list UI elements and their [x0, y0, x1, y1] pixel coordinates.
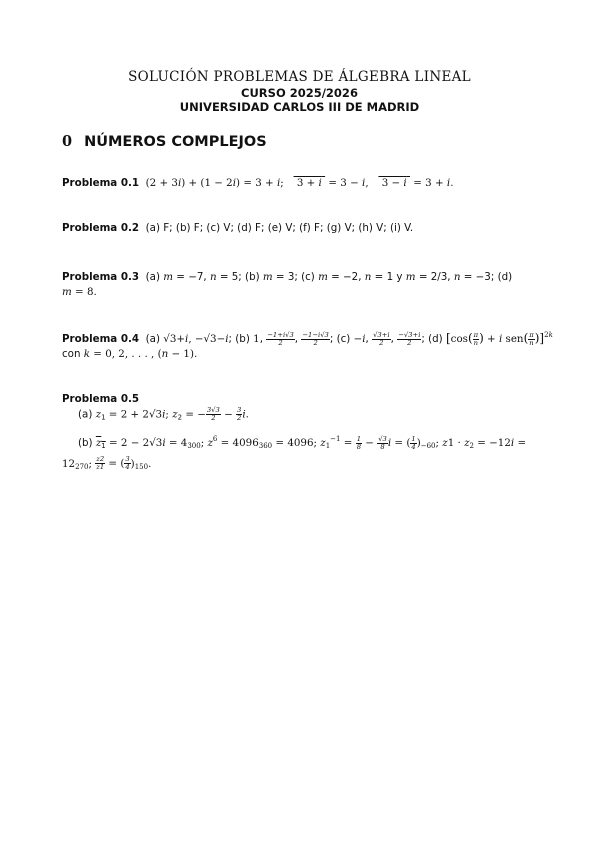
problem-label: Problema 0.1	[62, 177, 140, 189]
problem-0-4-cont: con k = 0, 2, . . . , (n − 1).	[62, 348, 198, 360]
problem-0-3-cont: m = 8.	[62, 286, 97, 298]
problem-label: Problema 0.4	[62, 333, 140, 345]
problem-0-5-b-cont: $12_{270}$; $\frac{z2}{z1}$ = ( $\frac{3}{4}$ )$_{150}$.	[62, 455, 152, 471]
problem-0-3	[62, 271, 512, 283]
section-heading	[62, 133, 267, 150]
section-number: 0	[62, 133, 73, 150]
university-name: UNIVERSIDAD CARLOS III DE MADRID	[179, 100, 420, 114]
problem-0-2	[62, 222, 413, 234]
problem-answer: (a) F; (b) F; (c) V; (d) F; (e) V; (f) F; (g) V; (h) V; (i) V.	[145, 222, 414, 234]
section-title: NÚMEROS COMPLEJOS	[84, 134, 267, 150]
problem-label: Problema 0.3	[62, 271, 140, 283]
problem-0-4	[62, 331, 553, 347]
problem-label: Problema 0.2	[62, 222, 140, 234]
problem-0-1	[62, 177, 453, 189]
course-year: CURSO 2025/2026	[241, 86, 358, 100]
problem-answer: (a) m = −7, n = 5; (b) m = 3; (c) m = −2, n = 1 y m = 2/3, n = −3; (d)	[145, 271, 513, 283]
problem-0-5-a: (a) $z_1 = 2 + 2√3i$; $z_2$ = − $\frac{3√3}{2}$ − $\frac{3}{2}$ i.	[78, 406, 249, 422]
problem-answer: (a) √3+i, −√3−i; (b) 1, $\frac{-1+i√3}{2}$ , $\frac{-1-i√3}{2}$ ; (c) −i, $\frac{√3+i}{2}$ , $\frac{-√3+i}{2}$ ; (d) [cos( $\frac{\pi}{n}$ ) + i sen( $\frac{\pi}{n}$ )]$^{2k}$	[145, 330, 553, 347]
problem-0-5-b: (b) $z_1 = 2 - 2√3i = 4_{300}$; $z^6 = 4096_{360} = 4096$; $z_1^{-1}$ = $\frac{1}{8}$ − $\frac{√3}{8}$ i = ( $\frac{1}{4}$ )$_{-60}$; $z1 \cdot z_2 = -12i$ =	[78, 434, 527, 451]
problem-label: Problema 0.5	[62, 393, 140, 405]
problem-0-5	[62, 393, 139, 405]
document-title: SOLUCIÓN PROBLEMAS DE ÁLGEBRA LINEAL	[128, 69, 471, 85]
problem-answer: (2 + 3i) + (1 − 2i) = 3 + i; 3 + i = 3 − i, 3 − i = 3 + i.	[145, 177, 454, 189]
